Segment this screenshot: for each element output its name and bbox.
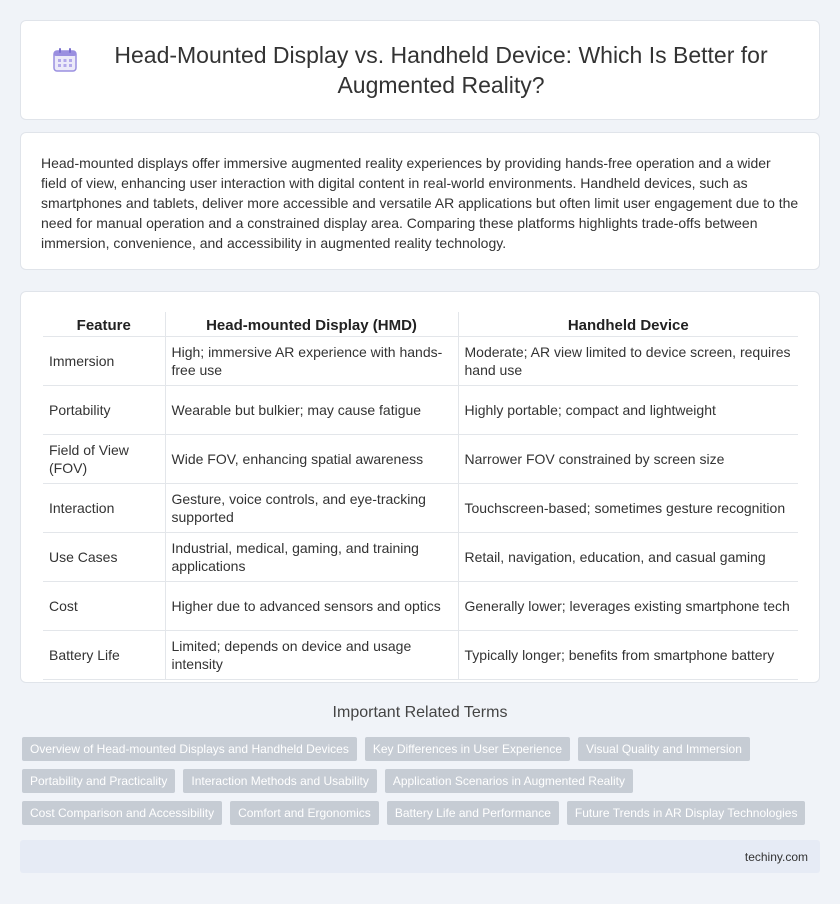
row-hmd: Wearable but bulkier; may cause fatigue (165, 386, 458, 435)
row-hmd: Wide FOV, enhancing spatial awareness (165, 435, 458, 484)
header-feature: Feature (43, 312, 165, 337)
table-row (43, 582, 798, 631)
row-hmd: Limited; depends on device and usage intensity (165, 631, 458, 680)
related-tag[interactable]: Portability and Practicality (22, 769, 175, 793)
row-feature: Portability (43, 386, 165, 435)
row-handheld: Retail, navigation, education, and casual gaming (458, 533, 798, 582)
related-tag[interactable]: Visual Quality and Immersion (578, 737, 750, 761)
intro-paragraph: Head-mounted displays offer immersive augmented reality experiences by providing hands-free operation and a wider field of view, enhancing user interaction with digital content in real-world environments. Handheld devices, such as smartphones and tablets, deliver more accessible and versatile AR applications but often limit user engagement due to the need for manual operation and a constrained display area. Comparing these platforms highlights trade-offs between immersion, convenience, and accessibility in augmented reality technology. (41, 155, 799, 251)
row-handheld: Narrower FOV constrained by screen size (458, 435, 798, 484)
row-handheld: Typically longer; benefits from smartphone battery (458, 631, 798, 680)
calendar-grid-icon (51, 46, 79, 74)
row-feature: Interaction (43, 484, 165, 533)
comparison-table (43, 312, 798, 680)
table-row (43, 435, 798, 484)
row-feature: Use Cases (43, 533, 165, 582)
related-tag[interactable]: Key Differences in User Experience (365, 737, 570, 761)
footer (20, 840, 820, 873)
related-tag[interactable]: Comfort and Ergonomics (230, 801, 379, 825)
row-handheld: Touchscreen-based; sometimes gesture recognition (458, 484, 798, 533)
table-row (43, 386, 798, 435)
tag-row (22, 769, 822, 793)
page-title: Head-Mounted Display vs. Handheld Device: Which Is Better for Augmented Reality? (114, 42, 768, 98)
header-hmd: Head-mounted Display (HMD) (165, 312, 458, 337)
row-feature: Battery Life (43, 631, 165, 680)
table-row (43, 533, 798, 582)
footer-site-link[interactable]: techiny.com (744, 849, 808, 864)
row-feature: Field of View (FOV) (43, 435, 165, 484)
related-terms-title: Important Related Terms (332, 704, 508, 721)
row-hmd: Higher due to advanced sensors and optics (165, 582, 458, 631)
tag-row (22, 737, 822, 761)
table-row (43, 484, 798, 533)
related-terms-tags (22, 737, 822, 833)
row-hmd: Industrial, medical, gaming, and training applications (165, 533, 458, 582)
related-tag[interactable]: Battery Life and Performance (387, 801, 559, 825)
intro-card (20, 132, 820, 270)
comparison-table-card (20, 291, 820, 683)
row-hmd: Gesture, voice controls, and eye-tracking supported (165, 484, 458, 533)
related-tag[interactable]: Interaction Methods and Usability (183, 769, 376, 793)
table-row (43, 631, 798, 680)
table-row (43, 337, 798, 386)
related-tag[interactable]: Cost Comparison and Accessibility (22, 801, 222, 825)
related-tag[interactable]: Overview of Head-mounted Displays and Handheld Devices (22, 737, 357, 761)
row-feature: Cost (43, 582, 165, 631)
related-tag[interactable]: Future Trends in AR Display Technologies (567, 801, 806, 825)
tag-row (22, 801, 822, 825)
title-card (20, 20, 820, 120)
table-header-row (43, 312, 798, 337)
row-feature: Immersion (43, 337, 165, 386)
row-handheld: Moderate; AR view limited to device screen, requires hand use (458, 337, 798, 386)
row-handheld: Highly portable; compact and lightweight (458, 386, 798, 435)
related-tag[interactable]: Application Scenarios in Augmented Reality (385, 769, 633, 793)
row-handheld: Generally lower; leverages existing smartphone tech (458, 582, 798, 631)
row-hmd: High; immersive AR experience with hands-free use (165, 337, 458, 386)
header-handheld: Handheld Device (458, 312, 798, 337)
